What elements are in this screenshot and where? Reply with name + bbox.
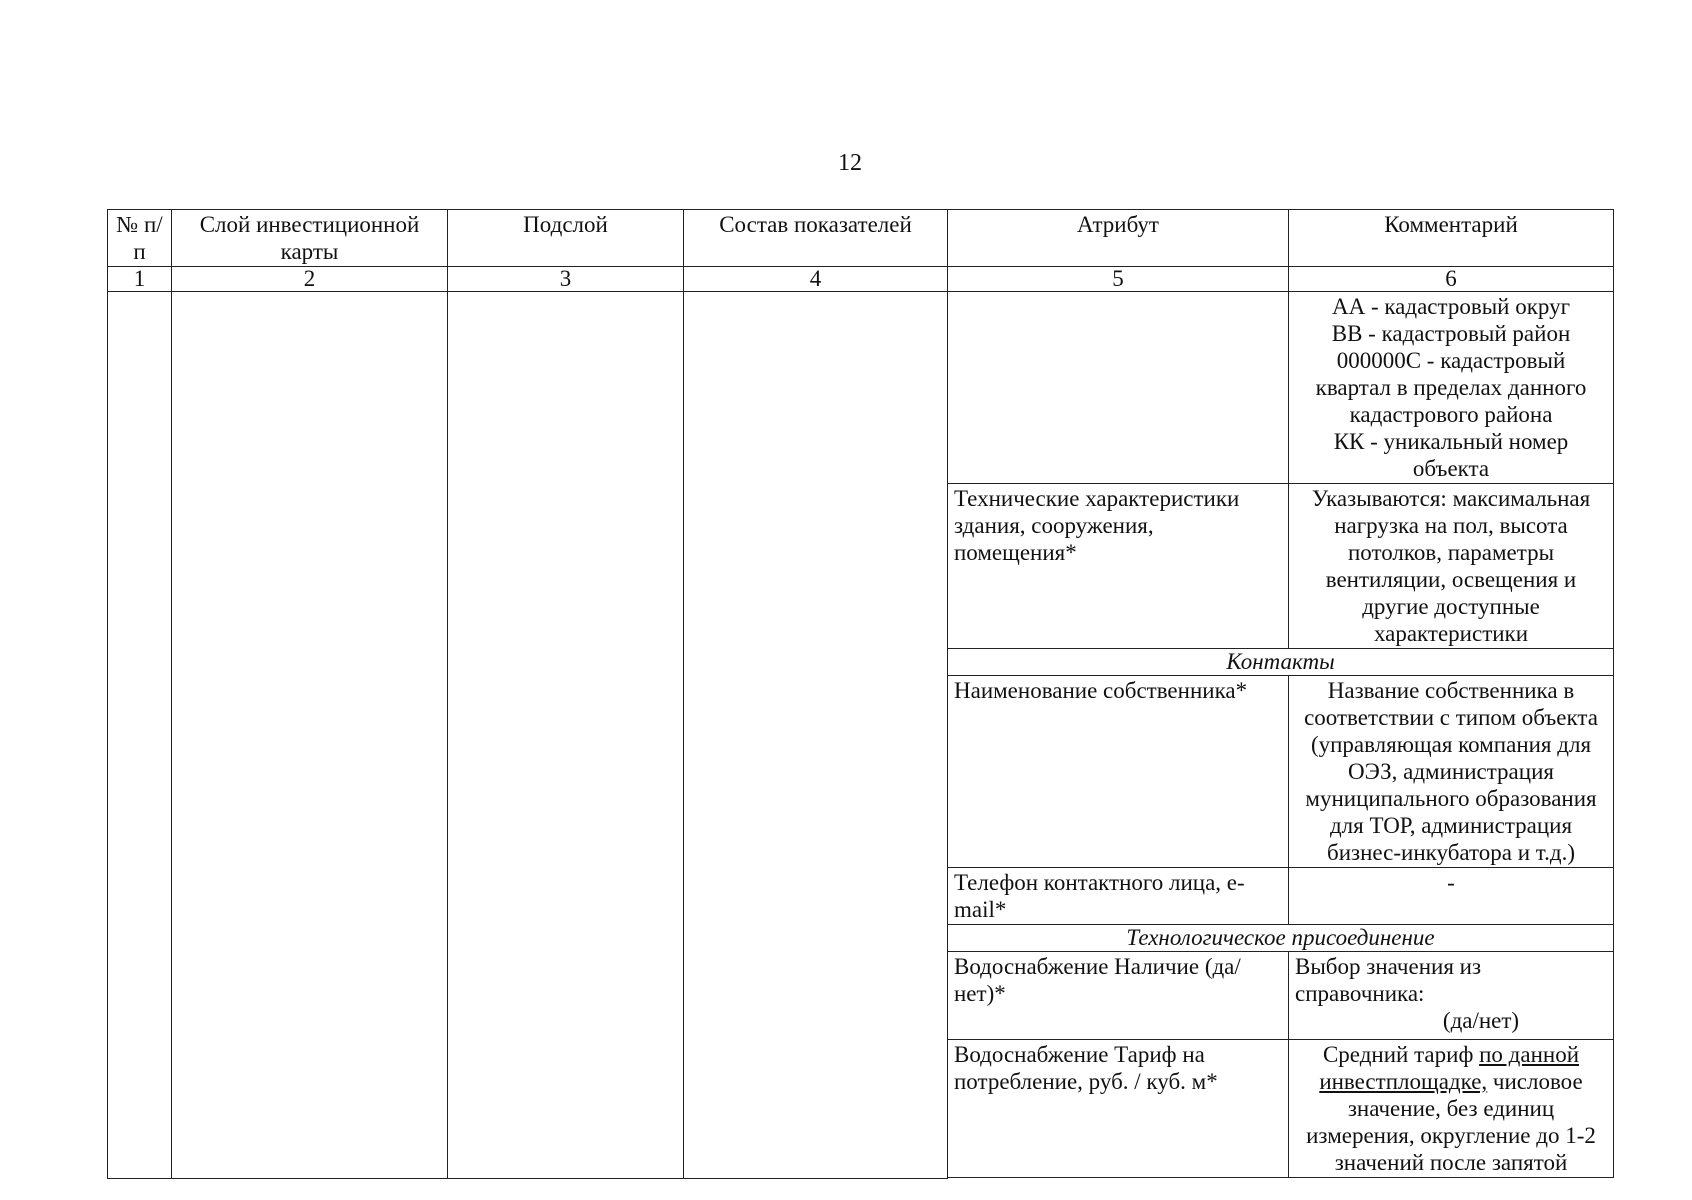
empty-cell-number [108, 292, 172, 1179]
header-number: № п/п [108, 210, 172, 267]
cadastral-line: объекта [1412, 456, 1490, 481]
column-numbers-row [108, 267, 1614, 292]
header-attribute: Атрибут [948, 210, 1289, 267]
water-tariff-attribute: Водоснабжение Тариф на потребление, руб. / куб. м* [948, 1040, 1289, 1178]
column-number: 6 [1289, 267, 1614, 292]
cadastral-line: квартал в пределах данного [1315, 375, 1587, 400]
water-tariff-comment-underlined: по данной инвестплощадке, [1319, 1042, 1580, 1094]
column-number: 3 [448, 267, 684, 292]
table-row [108, 292, 1614, 484]
column-number: 1 [108, 267, 172, 292]
header-layer: Слой инвестиционной карты [172, 210, 448, 267]
filler-cell [948, 1178, 1614, 1179]
tech-characteristics-attribute: Технические характеристики здания, сооружения, помещения* [948, 484, 1289, 649]
water-presence-attribute: Водоснабжение Наличие (да/нет)* [948, 952, 1289, 1040]
section-heading-contacts: Контакты [948, 649, 1614, 676]
empty-cell-layer [172, 292, 448, 1179]
cadastral-line: 000000С - кадастровый [1336, 348, 1566, 373]
cadastral-line: ВВ - кадастровый район [1331, 321, 1571, 346]
water-tariff-comment-start: Средний тариф [1322, 1042, 1480, 1067]
water-tariff-comment [1289, 1040, 1614, 1178]
tech-characteristics-comment: Указываются: максимальная нагрузка на пол, высота потолков, параметры вентиляции, освещения и другие доступные характеристики [1289, 484, 1614, 649]
water-presence-comment [1289, 952, 1614, 1040]
page-number: 12 [838, 150, 862, 176]
investment-map-table [107, 209, 1614, 1179]
header-sublayer: Подслой [448, 210, 684, 267]
cadastral-line: КК - уникальный номер [1333, 429, 1569, 454]
empty-cell-sublayer [448, 292, 684, 1179]
cadastral-comment-cell [1289, 292, 1614, 484]
column-number: 4 [684, 267, 948, 292]
header-comment: Комментарий [1289, 210, 1614, 267]
header-indicators: Состав показателей [684, 210, 948, 267]
owner-name-attribute: Наименование собственника* [948, 676, 1289, 868]
column-number: 2 [172, 267, 448, 292]
contact-phone-attribute: Телефон контактного лица, e-mail* [948, 868, 1289, 925]
contact-phone-comment: - [1289, 868, 1614, 925]
cadastral-line: кадастрового района [1349, 402, 1553, 427]
owner-name-comment: Название собственника в соответствии с типом объекта (управляющая компания для ОЭЗ, администрация муниципального образования для ТОР, администрация бизнес-инкубатора и т.д.) [1289, 676, 1614, 868]
water-presence-options: (да/нет) [1442, 1008, 1520, 1033]
column-number: 5 [948, 267, 1289, 292]
section-heading-tech-connection: Технологическое присоединение [948, 925, 1614, 952]
attribute-cell [948, 292, 1289, 484]
empty-cell-indicators [684, 292, 948, 1179]
table-header-row [108, 210, 1614, 267]
water-presence-comment-line: Выбор значения из справочника: [1295, 954, 1482, 1006]
cadastral-line: АА - кадастровый округ [1331, 294, 1571, 319]
water-tariff-comment-end: числовое значение, без единиц измерения, округление до 1-2 значений после запятой [1306, 1069, 1596, 1175]
